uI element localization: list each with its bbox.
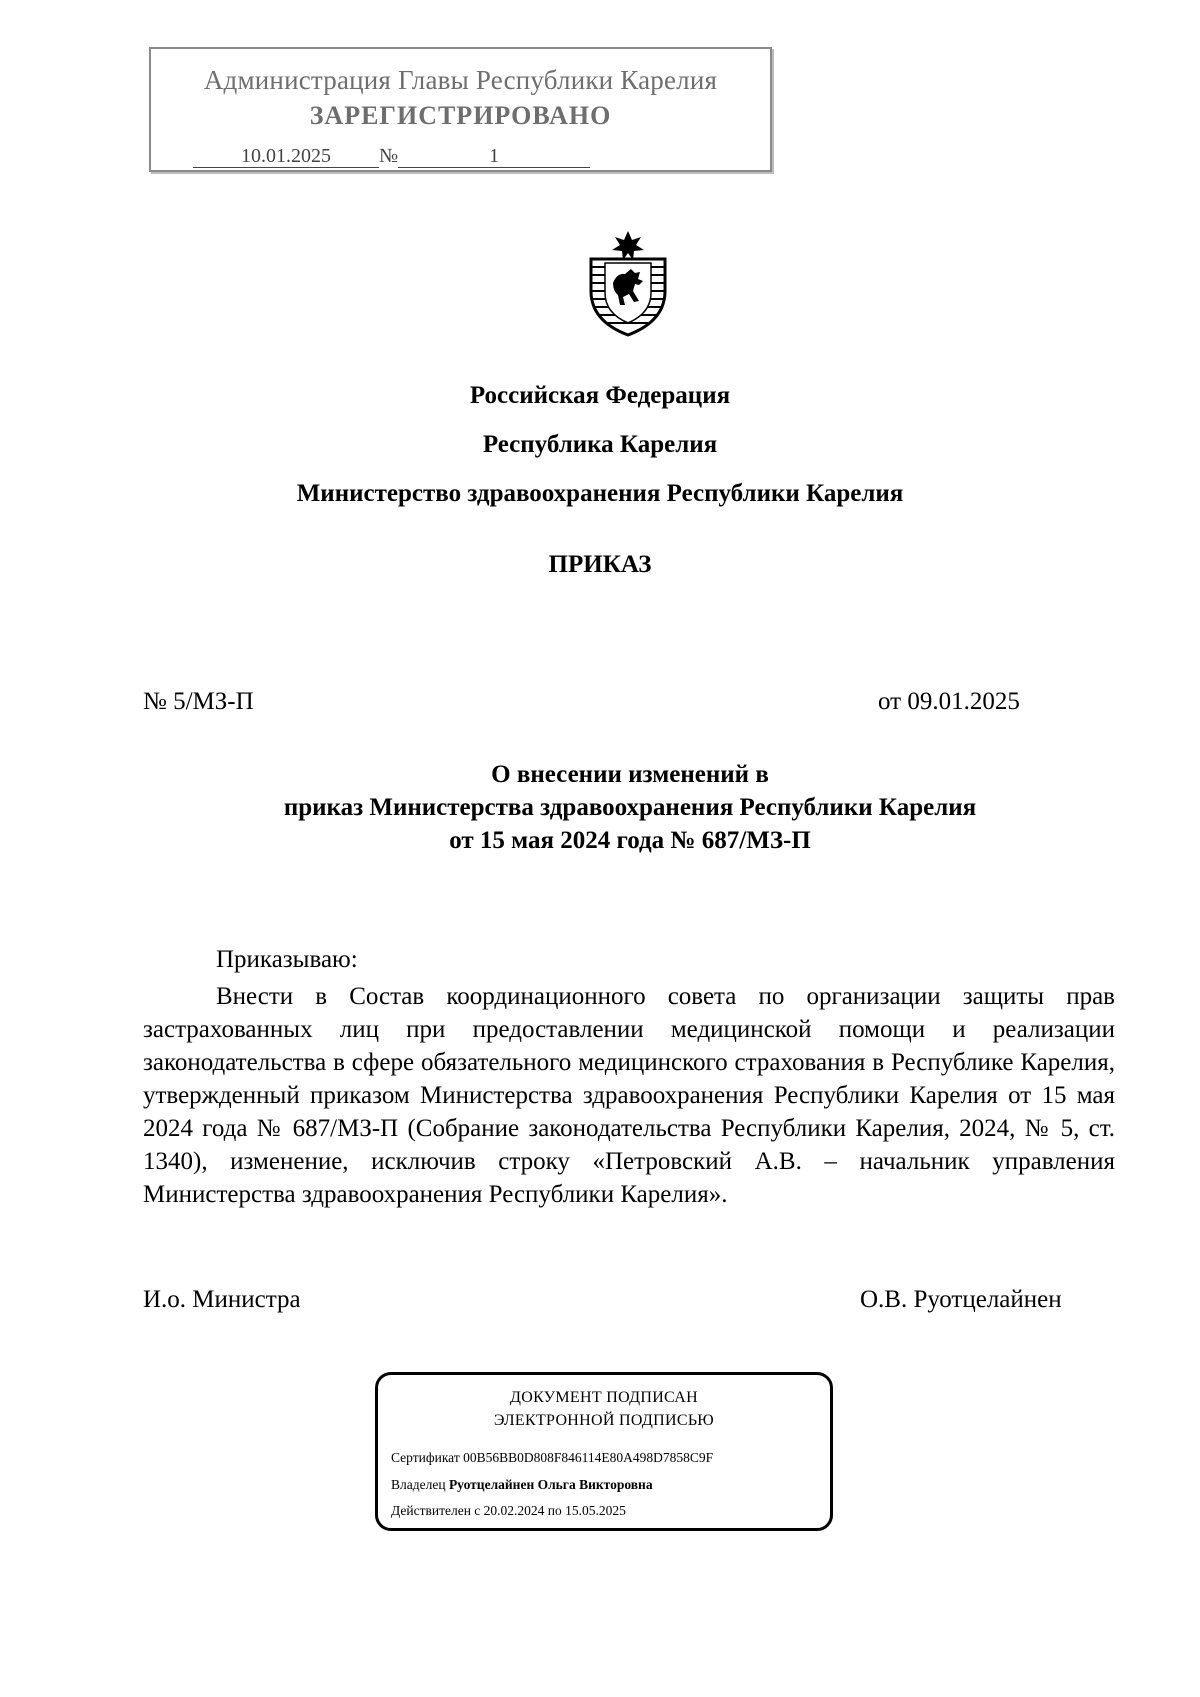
- order-paragraph: Внести в Состав координационного совета по организации защиты прав застрахованных лиц при предоставлении медицинской помощи и реализации законодательства в сфере обязательного медицинского страхования в Республике Карелия, утвержденный приказом Министерства здравоохранения Республики Карелия от 15 мая 2024 года № 687/МЗ-П (Собрание законодательства Республики Карелия, 2024, № 5, ст. 1340), изменение, исключив строку «Петровский А.В. – начальник управления Министерства здравоохранения Республики Карелия».: [143, 983, 1115, 1208]
- country-name: Российская Федерация: [469, 382, 731, 409]
- esig-owner-value: Руотцелайнен Ольга Викторовна: [448, 1477, 653, 1492]
- esig-owner-label: Владелец: [391, 1477, 446, 1492]
- order-date: от 09.01.2025: [878, 688, 1020, 715]
- esig-validity-row: [391, 1503, 626, 1519]
- document-type: ПРИКАЗ: [548, 551, 652, 578]
- esig-certificate-value: 00B56BB0D808F846114E80A498D7858C9F: [463, 1450, 714, 1465]
- order-directive: Приказываю:: [216, 946, 358, 973]
- subject-line: приказ Министерства здравоохранения Республики Карелия: [283, 794, 977, 821]
- registration-status: ЗАРЕГИСТРИРОВАНО: [309, 101, 612, 130]
- registration-date: 10.01.2025: [193, 145, 379, 168]
- esig-certificate-label: Сертификат: [391, 1450, 460, 1465]
- esig-certificate-row: [391, 1450, 713, 1466]
- signatory-role: И.о. Министра: [143, 1286, 301, 1313]
- registration-details: [193, 145, 590, 168]
- esig-valid-to-label: по: [547, 1503, 562, 1518]
- order-subject: [0, 758, 1200, 857]
- esig-title-line: ЭЛЕКТРОННОЙ ПОДПИСЬЮ: [493, 1412, 715, 1429]
- esig-owner-row: [391, 1477, 653, 1493]
- republic-name: Республика Карелия: [482, 431, 718, 458]
- registration-number-label: №: [379, 145, 399, 167]
- registration-stamp: [149, 47, 772, 172]
- subject-line: от 15 мая 2024 года № 687/МЗ-П: [449, 827, 811, 854]
- order-number: № 5/МЗ-П: [143, 688, 254, 715]
- coat-of-arms-icon: [583, 229, 673, 339]
- electronic-signature-stamp: [375, 1372, 833, 1531]
- registration-number: 1: [398, 145, 590, 168]
- esig-valid-from: 20.02.2024: [483, 1503, 545, 1518]
- subject-line: О внесении изменений в: [491, 761, 769, 788]
- registration-authority: Администрация Главы Республики Карелия: [203, 65, 718, 95]
- signatory-name: О.В. Руотцелайнен: [860, 1286, 1062, 1313]
- esig-valid-to: 15.05.2025: [565, 1503, 626, 1518]
- esig-title-line: ДОКУМЕНТ ПОДПИСАН: [510, 1389, 698, 1406]
- ministry-name: Министерство здравоохранения Республики Карелия: [296, 480, 904, 507]
- esig-valid-label: Действителен с: [391, 1503, 481, 1518]
